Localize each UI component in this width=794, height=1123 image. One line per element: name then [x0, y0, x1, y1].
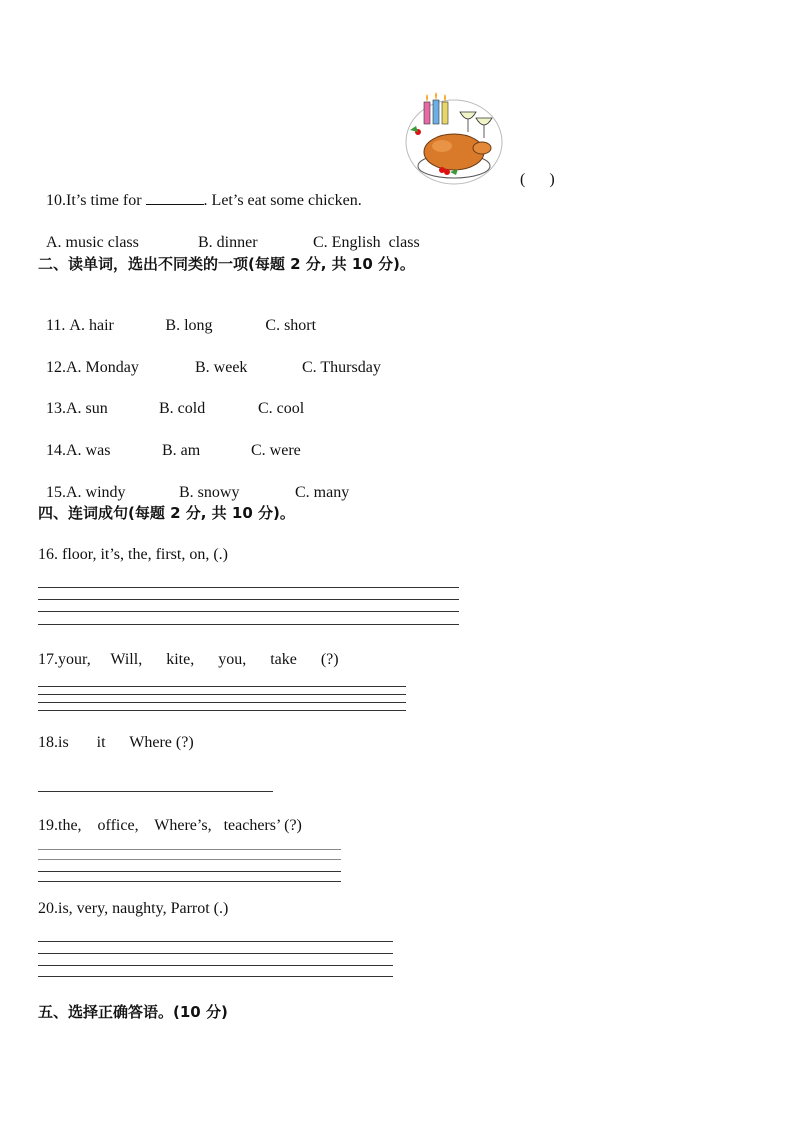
answer-line[interactable] [38, 965, 393, 966]
question-number: 10. [46, 192, 66, 209]
question-number: 13. [46, 400, 66, 417]
question-15 [38, 463, 349, 503]
question-19: 19.the, office, Where’s, teachers’ (?) [38, 817, 302, 834]
question-18: 18.is it Where (?) [38, 734, 194, 751]
option-a[interactable]: A. music class [46, 234, 139, 251]
option-b[interactable]: B. cold [159, 400, 206, 417]
option-c[interactable]: C. English class [313, 234, 420, 251]
option-c[interactable]: C. Thursday [302, 359, 381, 376]
option-b[interactable]: B. snowy [179, 484, 240, 501]
question-12 [38, 338, 381, 378]
answer-line[interactable] [38, 953, 393, 954]
section-4-title: 四、连词成句(每题 2 分, 共 10 分)。 [38, 504, 295, 522]
option-c[interactable]: C. cool [258, 400, 305, 417]
answer-line[interactable] [38, 871, 341, 872]
question-13 [38, 379, 304, 419]
answer-paren[interactable]: ( ) [520, 171, 555, 188]
option-c[interactable]: C. were [251, 442, 301, 459]
answer-line[interactable] [38, 694, 406, 695]
answer-line[interactable] [38, 611, 459, 612]
option-b[interactable]: B. dinner [198, 234, 258, 251]
question-16: 16. floor, it’s, the, first, on, (.) [38, 546, 228, 563]
answer-line[interactable] [38, 624, 459, 625]
option-a[interactable]: A. was [66, 442, 111, 459]
question-text: . Let’s eat some chicken. [203, 192, 362, 209]
question-10-options [38, 213, 420, 253]
question-10 [38, 170, 362, 211]
option-a[interactable]: A. sun [66, 400, 108, 417]
option-c[interactable]: C. short [265, 317, 317, 334]
question-number: 14. [46, 442, 66, 459]
option-a[interactable]: A. Monday [66, 359, 139, 376]
option-a[interactable]: A. hair [69, 317, 114, 334]
question-number: 11. [46, 317, 70, 334]
question-11 [38, 296, 316, 336]
answer-line[interactable] [38, 976, 393, 977]
answer-line[interactable] [38, 686, 406, 687]
answer-line[interactable] [38, 710, 406, 711]
section-2-title: 二、读单词，选出不同类的一项(每题 2 分, 共 10 分)。 [38, 255, 415, 273]
answer-line[interactable] [38, 881, 341, 882]
answer-line[interactable] [38, 599, 459, 600]
question-number: 12. [46, 359, 66, 376]
answer-line[interactable] [38, 941, 393, 942]
answer-line[interactable] [38, 859, 341, 860]
answer-blank[interactable] [146, 190, 204, 205]
option-b[interactable]: B. week [195, 359, 248, 376]
answer-line[interactable] [38, 587, 459, 588]
answer-line[interactable] [38, 702, 406, 703]
question-17: 17.your, Will, kite, you, take (?) [38, 651, 339, 668]
question-number: 15. [46, 484, 66, 501]
option-b[interactable]: B. long [165, 317, 213, 334]
answer-line[interactable] [38, 791, 273, 792]
option-b[interactable]: B. am [162, 442, 201, 459]
question-text: It’s time for [66, 192, 146, 209]
option-a[interactable]: A. windy [66, 484, 126, 501]
answer-line[interactable] [38, 849, 341, 850]
option-c[interactable]: C. many [295, 484, 350, 501]
section-5-title: 五、选择正确答语。(10 分) [38, 1003, 228, 1021]
roast-chicken-illustration [402, 92, 506, 188]
question-20: 20.is, very, naughty, Parrot (.) [38, 900, 229, 917]
question-14 [38, 421, 301, 461]
